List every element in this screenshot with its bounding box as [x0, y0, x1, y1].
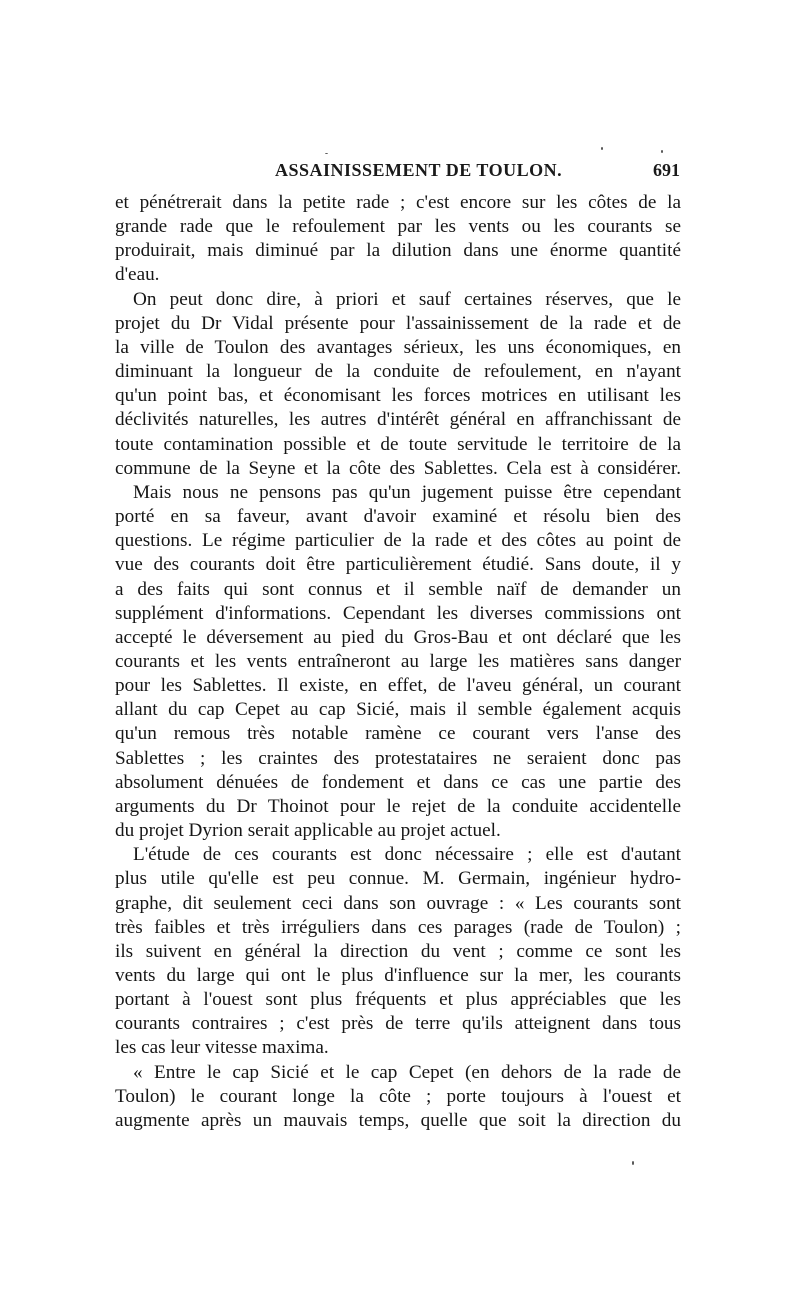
text-line: courants et les vents entraîneront au large les matières sans danger [115, 650, 681, 672]
text-line: supplément d'informations. Cependant les diverses commissions ont [115, 602, 681, 624]
text-line: a des faits qui sont connus et il semble naïf de demander un [115, 578, 681, 600]
text-line: la ville de Toulon des avantages sérieux, les uns économiques, en [115, 336, 681, 358]
text-line: vue des courants doit être particulièrement étudié. Sans doute, il y [115, 554, 681, 576]
paragraph-continuation [115, 191, 681, 288]
text-line: du projet Dyrion serait applicable au projet actuel. [115, 820, 501, 842]
text-line: projet du Dr Vidal présente pour l'assainissement de la rade et de [115, 312, 681, 334]
text-line: les cas leur vitesse maxima. [115, 1037, 329, 1059]
text-line: et pénétrerait dans la petite rade ; c'est encore sur les côtes de la [115, 192, 681, 213]
text-line: absolument dénuées de fondement et dans ce cas une partie des [115, 771, 681, 793]
text-line: « Entre le cap Sicié et le cap Cepet (en dehors de la rade de [133, 1061, 681, 1083]
text-line: qu'un remous très notable ramène ce courant vers l'anse des [115, 723, 681, 745]
text-line: accepté le déversement au pied du Gros-Bau et ont déclaré que les [115, 626, 681, 648]
scan-speck [325, 153, 328, 154]
paragraph-a-priori [115, 288, 681, 481]
text-line: toute contamination possible et de toute servitude le territoire de la [115, 433, 681, 455]
text-line: Sablettes ; les craintes des protestataires ne seraient donc pas [115, 747, 681, 769]
text-line: d'eau. [115, 264, 160, 286]
text-line: Toulon) le courant longe la côte ; porte toujours à l'ouest et [115, 1085, 681, 1107]
scan-speck [601, 147, 603, 150]
text-line: allant du cap Cepet au cap Sicié, mais il semble également acquis [115, 699, 681, 721]
text-line: questions. Le régime particulier de la rade et des côtes au point de [115, 530, 681, 552]
text-line: porté en sa faveur, avant d'avoir examiné et résolu bien des [115, 506, 681, 528]
text-line: produirait, mais diminué par la dilution dans une énorme quantité [115, 240, 681, 262]
text-line: graphe, dit seulement ceci dans son ouvrage : « Les courants sont [115, 892, 681, 914]
text-line: On peut donc dire, à priori et sauf certaines réserves, que le [133, 288, 681, 310]
text-line: portant à l'ouest sont plus fréquents et plus appréciables que les [115, 989, 681, 1011]
text-line: courants contraires ; c'est près de terre qu'ils atteignent dans tous [115, 1013, 681, 1035]
text-line: commune de la Seyne et la côte des Sablettes. Cela est à considérer. [115, 457, 681, 479]
text-line: ils suivent en général la direction du vent ; comme ce sont les [115, 940, 681, 962]
text-line: qu'un point bas, et économisant les forces motrices en utilisant les [115, 385, 681, 407]
text-line: pour les Sablettes. Il existe, en effet, de l'aveu général, un courant [115, 675, 681, 697]
running-head [115, 160, 680, 182]
text-line: augmente après un mauvais temps, quelle que soit la direction du [115, 1109, 681, 1131]
body-text [115, 191, 681, 1133]
text-line: grande rade que le refoulement par les vents ou les courants se [115, 216, 681, 238]
text-line: L'étude de ces courants est donc nécessaire ; elle est d'autant [133, 844, 681, 866]
text-line: diminuant la longueur de la conduite de refoulement, en n'ayant [115, 361, 681, 383]
running-title: ASSAINISSEMENT DE TOULON. [275, 160, 563, 180]
paragraph-jugement [115, 481, 681, 843]
scan-speck [632, 1161, 634, 1165]
scan-speck [661, 150, 663, 153]
paragraph-quotation [115, 1061, 681, 1133]
paragraph-courants [115, 843, 681, 1060]
text-line: vents du large qui ont le plus d'influence sur la mer, les courants [115, 965, 681, 986]
text-line: plus utile qu'elle est peu connue. M. Germain, ingénieur hydro- [115, 868, 681, 890]
text-line: déclivités naturelles, les autres d'intérêt général en affranchissant de [115, 409, 681, 431]
text-line: Mais nous ne pensons pas qu'un jugement puisse être cependant [133, 481, 681, 503]
text-line: très faibles et très irréguliers dans ces parages (rade de Toulon) ; [115, 916, 681, 938]
page-number: 691 [653, 160, 680, 180]
text-line: arguments du Dr Thoinot pour le rejet de la conduite accidentelle [115, 795, 681, 817]
